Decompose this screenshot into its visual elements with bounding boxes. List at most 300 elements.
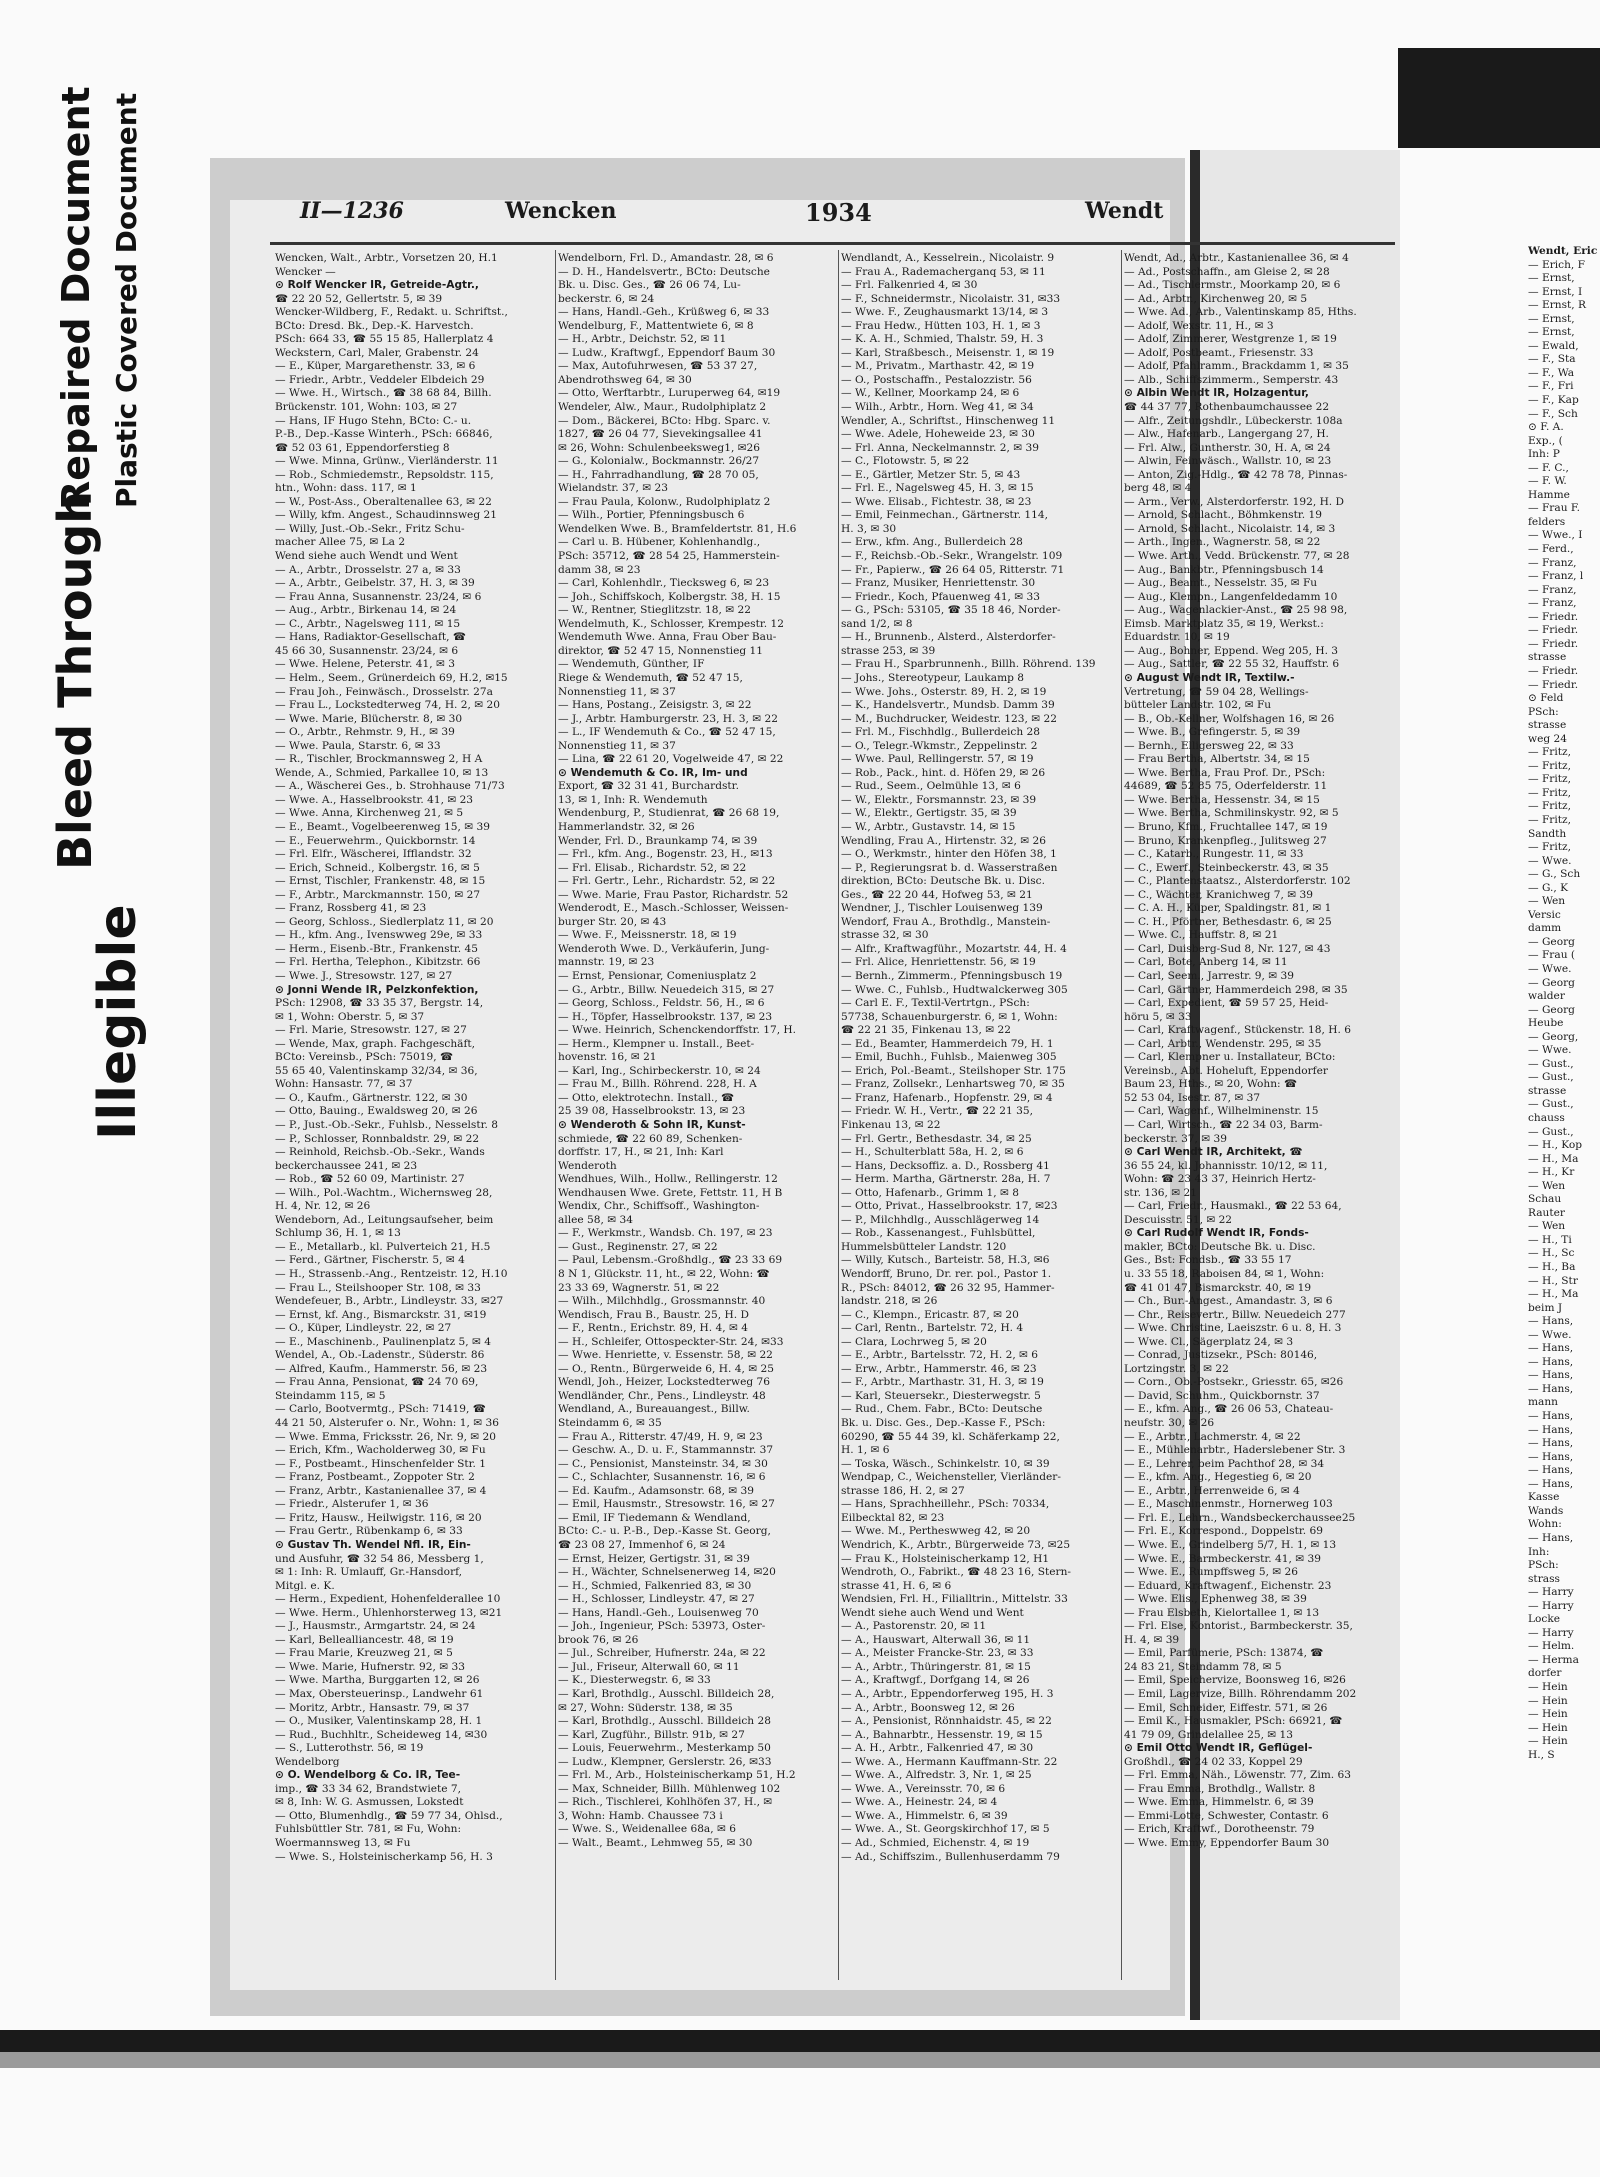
directory-entry: — Frl. Hertha, Telephon., Kibitzstr. 66 — [275, 956, 481, 969]
directory-entry: — Rud., Chem. Fabr., BCto: Deutsche — [841, 1403, 1043, 1416]
directory-entry: — Fritz, — [1528, 746, 1571, 759]
directory-entry: brook 76, ✉ 26 — [558, 1633, 639, 1646]
directory-entry: Wendenburg, P., Studienrat, ☎ 26 68 19, — [558, 807, 780, 820]
directory-entry: Wendrich, K., Arbtr., Bürgerweide 73, ✉25 — [841, 1538, 1071, 1551]
directory-entry: — W., Kellner, Moorkamp 24, ✉ 6 — [841, 387, 1020, 400]
directory-entry: — W., Rentner, Stieglitzstr. 18, ✉ 22 — [558, 604, 751, 617]
directory-entry: — Frau Paula, Kolonw., Rudolphiplatz 2 — [558, 495, 771, 508]
directory-entry: — Alfr., Kraftwagführ., Mozartstr. 44, H. 4 — [841, 942, 1067, 955]
directory-entry: dorfer — [1528, 1667, 1562, 1680]
directory-entry: direktion, BCto: Deutsche Bk. u. Disc. — [841, 875, 1045, 888]
directory-entry: Nonnenstieg 11, ✉ 37 — [558, 685, 676, 698]
directory-entry: — Wwe. F., Meissnerstr. 18, ✉ 19 — [558, 929, 737, 942]
directory-entry: — Carlo, Bootvermtg., PSch: 71419, ☎ — [275, 1403, 486, 1416]
directory-entry: — Wwe. Ad., Arb., Valentinskamp 85, Hths. — [1124, 306, 1357, 319]
directory-entry: — Erich, Schneid., Kolbergstr. 16, ✉ 5 — [275, 861, 480, 874]
page-number: II—1236 — [300, 198, 404, 224]
directory-entry: — Paul, Lebensm.-Großhdlg., ☎ 23 33 69 — [558, 1254, 783, 1267]
directory-entry: — Wwe. Bertha, Frau Prof. Dr., PSch: — [1124, 766, 1326, 779]
directory-entry: — Emil, Feinmechan., Gärtnerstr. 114, — [841, 509, 1048, 522]
directory-entry: — Fritz, — [1528, 800, 1571, 813]
directory-entry: — Frau ( — [1528, 949, 1576, 962]
directory-entry: — E., Maschinenmstr., Hornerweg 103 — [1124, 1498, 1333, 1511]
directory-entry: — Max, Obersteuerinsp., Landwehr 61 — [275, 1687, 484, 1700]
directory-entry: — Walt., Beamt., Lehmweg 55, ✉ 30 — [558, 1836, 753, 1849]
directory-entry: — H., Töpfer, Hasselbrookstr. 137, ✉ 23 — [558, 1010, 773, 1023]
directory-entry: strasse 253, ✉ 39 — [841, 644, 936, 657]
directory-entry: — Erw., kfm. Ang., Bullerdeich 28 — [841, 536, 1023, 549]
directory-entry: Sandth — [1528, 827, 1567, 840]
header-year: 1934 — [805, 198, 872, 227]
directory-entry: — C., Pensionist, Mansteinstr. 34, ✉ 30 — [558, 1457, 768, 1470]
directory-entry: — Wwe. B., Grefingerstr. 5, ✉ 39 — [1124, 726, 1301, 739]
directory-entry: — Wwe. Paul, Rellingerstr. 57, ✉ 19 — [841, 753, 1034, 766]
directory-entry: — Dom., Bäckerei, BCto: Hbg. Sparc. v. — [558, 414, 771, 427]
directory-entry: macher Allee 75, ✉ La 2 — [275, 536, 406, 549]
directory-entry: — Friedr. — [1528, 678, 1579, 691]
directory-entry: — Willy, kfm. Angest., Schaudinnsweg 21 — [275, 509, 497, 522]
directory-entry: Baum 23, Hths., ✉ 20, Wohn: ☎ — [1124, 1078, 1298, 1091]
directory-entry: — Frau M., Billh. Röhrend. 228, H. A — [558, 1078, 757, 1091]
directory-entry: Inh: P — [1528, 448, 1560, 461]
directory-entry: — A., Hauswart, Alterwall 36, ✉ 11 — [841, 1633, 1031, 1646]
directory-entry: — Georg — [1528, 935, 1575, 948]
directory-entry: ☎ 22 20 52, Gellertstr. 5, ✉ 39 — [275, 292, 443, 305]
directory-entry: ⊙ F. A. — [1528, 421, 1564, 434]
directory-entry: Bk. u. Disc. Ges., ☎ 26 06 74, Lu- — [558, 279, 741, 292]
directory-entry: — A., Arbtr., Drosselstr. 27 a, ✉ 33 — [275, 563, 461, 576]
directory-entry: Weckstern, Carl, Maler, Grabenstr. 24 — [275, 346, 479, 359]
directory-entry: — Wwe. Christine, Laeiszstr. 6 u. 8, H. 3 — [1124, 1322, 1342, 1335]
header-last-word: Wendt — [1085, 198, 1164, 224]
directory-entry: — Harry — [1528, 1599, 1574, 1612]
directory-entry: — Ernst, — [1528, 326, 1575, 339]
directory-entry: — E., Arbtr., Lachmerstr. 4, ✉ 22 — [1124, 1430, 1301, 1443]
directory-entry: — K., Handelsvertr., Mundsb. Damm 39 — [841, 699, 1055, 712]
directory-entry: — Wwe. A., Heinestr. 24, ✉ 4 — [841, 1796, 998, 1809]
directory-entry: — Wwe. Emma, Himmelstr. 6, ✉ 39 — [1124, 1796, 1314, 1809]
directory-entry: — A., Arbtr., Eppendorferweg 195, H. 3 — [841, 1687, 1054, 1700]
directory-entry: — Franz, Zollsekr., Lenhartsweg 70, ✉ 35 — [841, 1078, 1065, 1091]
directory-entry: — Erich, Kraftwf., Dorotheenstr. 79 — [1124, 1823, 1315, 1836]
directory-entry: — Rud., Seem., Oelmühle 13, ✉ 6 — [841, 780, 1021, 793]
directory-entry: — Geschw. A., D. u. F., Stammannstr. 37 — [558, 1444, 774, 1457]
directory-entry: htn., Wohn: dass. 117, ✉ 1 — [275, 482, 417, 495]
directory-entry: schmiede, ☎ 22 60 89, Schenken- — [558, 1132, 743, 1145]
directory-entry: — Reinhold, Reichsb.-Ob.-Sekr., Wands — [275, 1146, 485, 1159]
directory-entry: — Hein — [1528, 1721, 1568, 1734]
directory-entry: ✉ 1: Inh: R. Umlauff, Gr.-Hansdorf, — [275, 1566, 463, 1579]
directory-entry: — Joh., Schiffskoch, Kolbergstr. 38, H. 15 — [558, 590, 781, 603]
directory-entry: — Ferd., — [1528, 543, 1574, 556]
directory-entry: — Wwe. A., Hasselbrookstr. 41, ✉ 23 — [275, 793, 474, 806]
directory-entry: — Wwe. Cl., Sägerplatz 24, ✉ 3 — [1124, 1335, 1294, 1348]
directory-entry: ☎ 44 37 77, Rothenbaumchaussee 22 — [1124, 401, 1330, 414]
directory-entry: — Wwe. Elisab., Fichtestr. 38, ✉ 23 — [841, 495, 1032, 508]
directory-entry: — Carl, Arbtr., Wendenstr. 295, ✉ 35 — [1124, 1037, 1322, 1050]
directory-entry: — Erich, Kfm., Wacholderweg 30, ✉ Fu — [275, 1444, 486, 1457]
directory-entry: Wendpap, C., Weichensteller, Vierländer- — [841, 1471, 1061, 1484]
directory-entry: — H., Arbtr., Deichstr. 52, ✉ 11 — [558, 333, 727, 346]
directory-entry: — O., Musiker, Valentinskamp 28, H. 1 — [275, 1715, 483, 1728]
directory-entry: — Hans, Sprachheillehr., PSch: 70334, — [841, 1498, 1050, 1511]
directory-entry: — Ad., Schmied, Eichenstr. 4, ✉ 19 — [841, 1836, 1030, 1849]
directory-entry: allee 58, ✉ 34 — [558, 1213, 633, 1226]
directory-entry: — Wilh., Pol.-Wachtm., Wichernsweg 28, — [275, 1186, 493, 1199]
directory-entry: — K. A. H., Schmied, Thalstr. 59, H. 3 — [841, 333, 1044, 346]
directory-entry: — Herm., Expedient, Hohenfelderallee 10 — [275, 1593, 501, 1606]
directory-entry: dorffstr. 17, H., ✉ 21, Inh: Karl — [558, 1146, 724, 1159]
column-divider — [555, 250, 556, 1980]
directory-entry: — Gust., — [1528, 1125, 1574, 1138]
directory-entry: — W., Post-Ass., Oberaltenallee 63, ✉ 22 — [275, 495, 492, 508]
directory-entry: — Friedr., Alsterufer 1, ✉ 36 — [275, 1498, 429, 1511]
directory-entry: Wendsien, Frl. H., Filialltrin., Mittelstr. 33 — [841, 1593, 1068, 1606]
directory-entry: — Frl. Elisab., Richardstr. 52, ✉ 22 — [558, 861, 747, 874]
directory-entry: — Wwe. — [1528, 1328, 1572, 1341]
directory-entry: P.-B., Dep.-Kasse Winterh., PSch: 66846, — [275, 428, 493, 441]
directory-entry: Wendelmuth, K., Schlosser, Krempestr. 12 — [558, 617, 784, 630]
directory-entry: — Ad., Postschaffn., am Gleise 2, ✉ 28 — [1124, 265, 1330, 278]
directory-entry: 52 53 04, Isestr. 87, ✉ 37 — [1124, 1091, 1261, 1104]
directory-entry: — O., Küper, Lindleystr. 22, ✉ 27 — [275, 1322, 452, 1335]
directory-entry: — G., Sch — [1528, 868, 1581, 881]
directory-entry: — Hans, Decksoffiz. a. D., Rossberg 41 — [841, 1159, 1050, 1172]
directory-entry: str. 136, ✉ 21 — [1124, 1186, 1198, 1199]
directory-entry: — Wwe., I — [1528, 529, 1583, 542]
directory-entry: — H., Wächter, Schnelsenerweg 14, ✉20 — [558, 1566, 776, 1579]
directory-entry: ⊙ Wenderoth & Sohn IR, Kunst- — [558, 1119, 746, 1131]
directory-entry: Brückenstr. 101, Wohn: 103, ✉ 27 — [275, 401, 458, 414]
directory-entry: — Otto, Hafenarb., Grimm 1, ✉ 8 — [841, 1186, 1019, 1199]
directory-entry: — Ludw., Klempner, Gerslerstr. 26, ✉33 — [558, 1755, 772, 1768]
directory-entry: — A., Arbtr., Boonsweg 12, ✉ 26 — [841, 1701, 1015, 1714]
directory-entry: — C., Plantenstaatsz., Alsterdorferstr. 102 — [1124, 875, 1351, 888]
directory-entry: — Helm., Seem., Grünerdeich 69, H.2, ✉15 — [275, 671, 508, 684]
header-rule — [270, 242, 1395, 245]
directory-entry: felders — [1528, 515, 1566, 528]
directory-entry: — Franz, Musiker, Henriettenstr. 30 — [841, 577, 1036, 590]
directory-entry: Wendelborg — [275, 1755, 340, 1768]
directory-entry: — Emmi-Lotte, Schwester, Contastr. 6 — [1124, 1809, 1329, 1822]
directory-entry: direktor, ☎ 52 47 15, Nonnenstieg 11 — [558, 644, 764, 657]
directory-entry: chauss — [1528, 1112, 1565, 1124]
directory-entry: — R., Tischler, Brockmannsweg 2, H A — [275, 753, 483, 766]
directory-entry: ☎ 52 03 61, Eppendorferstieg 8 — [275, 441, 450, 454]
directory-entry: Wendeler, Alw., Maur., Rudolphiplatz 2 — [558, 401, 767, 414]
directory-column-4 — [1124, 252, 1399, 1851]
directory-entry: — Helm. — [1528, 1640, 1575, 1653]
directory-entry: — Moritz, Arbtr., Hansastr. 79, ✉ 37 — [275, 1701, 470, 1714]
directory-entry: — F. W. — [1528, 475, 1567, 488]
directory-entry: Ges., ☎ 22 20 44, Hofweg 53, ✉ 21 — [841, 888, 1033, 901]
directory-entry: — Fritz, Hausw., Heilwigstr. 116, ✉ 20 — [275, 1511, 482, 1524]
directory-entry: H. 3, ✉ 30 — [841, 522, 897, 535]
directory-entry: Wenderodt, E., Masch.-Schlosser, Weissen- — [558, 902, 789, 915]
directory-entry: BCto: Vereinsb., PSch: 75019, ☎ — [275, 1051, 454, 1064]
directory-entry: 45 66 30, Susannenstr. 23/24, ✉ 6 — [275, 644, 459, 657]
label-plastic-covered-document: Plastic Covered Document — [110, 92, 143, 508]
directory-entry: — E., Gärtler, Metzer Str. 5, ✉ 43 — [841, 468, 1021, 481]
directory-entry: makler, BCto: Deutsche Bk. u. Disc. — [1124, 1240, 1316, 1253]
directory-entry: — Otto, Blumenhdlg., ☎ 59 77 34, Ohlsd., — [275, 1809, 503, 1822]
directory-entry: — Hans, — [1528, 1369, 1574, 1382]
directory-entry: — Frl. Alw., Guntherstr. 30, H. A, ✉ 24 — [1124, 441, 1331, 454]
directory-entry: Wendisch, Frau B., Baustr. 25, H. D — [558, 1308, 749, 1321]
directory-entry: — E., Feuerwehrm., Quickbornstr. 14 — [275, 834, 476, 847]
directory-entry: 60290, ☎ 55 44 39, kl. Schäferkamp 22, — [841, 1430, 1060, 1443]
directory-entry: — Clara, Lochrweg 5, ✉ 20 — [841, 1335, 987, 1348]
directory-entry: — F., Reichsb.-Ob.-Sekr., Wrangelstr. 109 — [841, 550, 1063, 563]
directory-entry: PSch: 664 33, ☎ 55 15 85, Hallerplatz 4 — [275, 333, 494, 346]
directory-entry: — Hans, Radiaktor-Gesellschaft, ☎ — [275, 631, 467, 644]
directory-entry: — H., Strassenb.-Ang., Rentzeistr. 12, H.10 — [275, 1268, 508, 1281]
directory-entry: Wendland, A., Bureauangest., Billw. — [558, 1403, 750, 1416]
directory-entry: ⊙ Carl Wendt IR, Architekt, ☎ — [1124, 1146, 1303, 1159]
directory-entry: — Anton, Zig.-Hdlg., ☎ 42 78 78, Pinnas- — [1124, 468, 1348, 481]
directory-entry: — Frl. Anna, Neckelmannstr. 2, ✉ 39 — [841, 441, 1039, 454]
directory-entry: — H., kfm. Ang., Ivenswweg 29e, ✉ 33 — [275, 929, 483, 942]
directory-entry: — Erich, F — [1528, 258, 1585, 271]
directory-entry: beckerchaussee 241, ✉ 23 — [275, 1159, 418, 1172]
directory-entry: — Max, Autofuhrwesen, ☎ 53 37 27, — [558, 360, 758, 373]
directory-entry: und Ausfuhr, ☎ 32 54 86, Messberg 1, — [275, 1552, 484, 1565]
directory-entry: — A., Bahnarbtr., Hessenstr. 19, ✉ 15 — [841, 1728, 1043, 1741]
directory-entry: — Alb., Schiffszimmerm., Semperstr. 43 — [1124, 373, 1339, 386]
directory-entry: — E., Arbtr., Bartelsstr. 72, H. 2, ✉ 6 — [841, 1349, 1039, 1362]
directory-entry: — Karl, Brothdlg., Ausschl. Billdeich 28 — [558, 1715, 771, 1728]
directory-entry: — Emil, Lagervize, Billh. Röhrendamm 202 — [1124, 1687, 1357, 1700]
directory-entry: 36 55 24, kl. Johannisstr. 10/12, ✉ 11, — [1124, 1159, 1328, 1172]
directory-entry: — Karl, Ing., Schirbeckerstr. 10, ✉ 24 — [558, 1064, 761, 1077]
directory-entry: — F., Sch — [1528, 407, 1578, 420]
directory-entry: — J., Arbtr. Hamburgerstr. 23, H. 3, ✉ 22 — [558, 712, 778, 725]
directory-entry: ✉ 8, Inh: W. G. Asmussen, Lokstedt — [275, 1796, 464, 1809]
directory-entry: Riege & Wendemuth, ☎ 52 47 15, — [558, 671, 743, 684]
directory-entry: — Emil K., Hausmakler, PSch: 66921, ☎ — [1124, 1715, 1343, 1728]
directory-entry: — Frau Joh., Feinwäsch., Drosselstr. 27a — [275, 685, 493, 698]
directory-entry: — Fr., Papierw., ☎ 26 64 05, Ritterstr. 71 — [841, 563, 1065, 576]
directory-entry: ✉ 26, Wohn: Schulenbeeksweg1, ✉26 — [558, 441, 761, 454]
label-illegible: Illegible — [88, 904, 148, 1140]
directory-entry: — H., Brunnenb., Alsterd., Alsterdorfer- — [841, 631, 1056, 644]
directory-entry: — Bernh., Zimmerm., Pfenningsbusch 19 — [841, 969, 1063, 982]
directory-entry: — Friedr. — [1528, 624, 1579, 637]
directory-entry: — Otto, Werftarbtr., Luruperweg 64, ✉19 — [558, 387, 781, 400]
scan-shadow-bottom — [0, 2052, 1600, 2068]
directory-entry: — O., Postschaffn., Pestalozzistr. 56 — [841, 373, 1032, 386]
directory-entry: — Lina, ☎ 22 61 20, Vogelweide 47, ✉ 22 — [558, 753, 784, 766]
directory-entry: Inh: — [1528, 1545, 1550, 1558]
directory-entry: — Ed. Kaufm., Adamsonstr. 68, ✉ 39 — [558, 1484, 755, 1497]
directory-entry: — Frl. M., Fischhdlg., Bullerdeich 28 — [841, 726, 1041, 739]
directory-entry: — Ludw., Kraftwgf., Eppendorf Baum 30 — [558, 346, 776, 359]
directory-entry: BCto: Dresd. Bk., Dep.-K. Harvestch. — [275, 319, 474, 332]
directory-entry: — K., Diesterwegstr. 6, ✉ 33 — [558, 1674, 711, 1687]
directory-entry: — Ernst, Tischler, Frankenstr. 48, ✉ 15 — [275, 875, 486, 888]
directory-entry: — M., Buchdrucker, Weidestr. 123, ✉ 22 — [841, 712, 1057, 725]
directory-entry: — Wwe. S., Weidenallee 68a, ✉ 6 — [558, 1823, 736, 1836]
directory-entry: — Harry — [1528, 1626, 1574, 1639]
directory-entry: ⊙ Gustav Th. Wendel Nfl. IR, Ein- — [275, 1538, 471, 1551]
directory-entry: Wohn: — [1528, 1518, 1562, 1531]
directory-entry: — G., PSch: 53105, ☎ 35 18 46, Norder- — [841, 604, 1061, 617]
directory-entry: — Carl, Expedient, ☎ 59 57 25, Heid- — [1124, 997, 1329, 1010]
directory-entry: Bk. u. Disc. Ges., Dep.-Kasse F., PSch: — [841, 1417, 1046, 1430]
directory-entry: Mitgl. e. K. — [275, 1579, 335, 1592]
directory-entry: Eimsb. Marktplatz 35, ✉ 19, Werkst.: — [1124, 617, 1324, 630]
directory-entry: — Herma — [1528, 1653, 1579, 1666]
directory-entry: — Hans, — [1528, 1342, 1574, 1355]
directory-entry: — Arm., Verw., Alsterdorferstr. 192, H. D — [1124, 495, 1345, 508]
directory-entry: 57738, Schauenburgerstr. 6, ✉ 1, Wohn: — [841, 1010, 1058, 1023]
directory-entry: — Hans, — [1528, 1410, 1574, 1423]
directory-entry: — Wwe. Marie, Hufnerstr. 92, ✉ 33 — [275, 1660, 465, 1673]
directory-entry: strass — [1528, 1572, 1560, 1585]
directory-entry: Großhdl., ☎ 24 02 33, Koppel 29 — [1124, 1755, 1303, 1768]
directory-column-2 — [558, 252, 833, 1851]
directory-entry: Eduardstr. 10, ✉ 19 — [1124, 631, 1230, 644]
directory-entry: — Frl. Falkenried 4, ✉ 30 — [841, 279, 978, 292]
directory-entry: — F., Arbtr., Marthastr. 31, H. 3, ✉ 19 — [841, 1376, 1044, 1389]
directory-entry: — Frl. Gertr., Bethesdastr. 34, ✉ 25 — [841, 1132, 1032, 1145]
directory-entry: imp., ☎ 33 34 62, Brandstwiete 7, — [275, 1782, 461, 1795]
directory-entry: — Wwe. Johs., Osterstr. 89, H. 2, ✉ 19 — [841, 685, 1047, 698]
directory-entry: — Wilh., Milchhdlg., Grossmannstr. 40 — [558, 1295, 766, 1308]
directory-entry: strasse 32, ✉ 30 — [841, 929, 929, 942]
directory-entry: — Frl. Gertr., Lehr., Richardstr. 52, ✉ 22 — [558, 875, 776, 888]
directory-entry: — Frau A., Rademacherganq 53, ✉ 11 — [841, 265, 1046, 278]
directory-entry: — Wwe. — [1528, 962, 1572, 975]
column-divider — [1121, 250, 1122, 1980]
directory-entry: burger Str. 20, ✉ 43 — [558, 915, 667, 928]
directory-entry: — Arth., Ingen., Wagnerstr. 58, ✉ 22 — [1124, 536, 1321, 549]
directory-entry: — Frau Emma, Brothdlg., Wallstr. 8 — [1124, 1782, 1316, 1795]
directory-entry: — Frl. E., Lehrn., Wandsbeckerchaussee25 — [1124, 1511, 1356, 1524]
directory-entry: 23 33 69, Wagnerstr. 51, ✉ 22 — [558, 1281, 720, 1294]
directory-entry: Wencker — — [275, 265, 336, 278]
directory-entry: — Wwe. — [1528, 854, 1572, 867]
directory-entry: Wohn: Hansastr. 77, ✉ 37 — [275, 1078, 413, 1091]
directory-entry: — Friedr. — [1528, 637, 1579, 650]
directory-entry: Kasse — [1528, 1491, 1560, 1504]
directory-entry: ☎ 23 08 27, Immenhof 6, ✉ 24 — [558, 1538, 726, 1551]
directory-entry: mann — [1528, 1396, 1559, 1409]
directory-entry: — Frau L., Lockstedterweg 74, H. 2, ✉ 20 — [275, 699, 500, 712]
directory-entry: — Corn., Ob.-Postsekr., Griesstr. 65, ✉26 — [1124, 1376, 1344, 1389]
directory-entry: Wencker-Wildberg, F., Redakt. u. Schriftst., — [275, 306, 508, 319]
directory-entry: — Karl, Straßbesch., Meisenstr. 1, ✉ 19 — [841, 346, 1055, 359]
directory-entry: — O., Telegr.-Wkmstr., Zeppelinstr. 2 — [841, 739, 1038, 752]
directory-entry: — Adolf, Postbeamt., Friesenstr. 33 — [1124, 346, 1314, 359]
directory-entry: — Aug., Arbtr., Birkenau 14, ✉ 24 — [275, 604, 457, 617]
directory-entry: — Herm., Klempner u. Install., Beet- — [558, 1037, 755, 1050]
label-bleed-through: Bleed Through — [48, 490, 102, 870]
directory-entry: Finkenau 13, ✉ 22 — [841, 1119, 941, 1131]
directory-entry: Wohn: ☎ 23 43 37, Heinrich Hertz- — [1124, 1173, 1316, 1186]
directory-entry: sand 1/2, ✉ 8 — [841, 617, 913, 630]
directory-entry: — Conrad, Justizsekr., PSch: 80146, — [1124, 1349, 1318, 1362]
directory-entry: — Gust., Reginenstr. 27, ✉ 22 — [558, 1240, 718, 1253]
directory-entry: — A., Pensionist, Rönnhaidstr. 45, ✉ 22 — [841, 1715, 1052, 1728]
directory-entry: — G., Arbtr., Billw. Neuedeich 315, ✉ 27 — [558, 983, 775, 996]
directory-entry: Wendorff, Bruno, Dr. rer. pol., Pastor 1. — [841, 1268, 1052, 1281]
directory-entry: Wendorf, Frau A., Brothdlg., Manstein- — [841, 915, 1051, 928]
directory-entry: Wendt, Ad., Arbtr., Kastanienallee 36, ✉ 4 — [1124, 252, 1349, 264]
directory-entry: — Carl, Rentn., Bartelstr. 72, H. 4 — [841, 1322, 1024, 1335]
directory-entry: — Willy, Kutsch., Barteistr. 58, H.3, ✉6 — [841, 1254, 1050, 1267]
directory-entry: — A. H., Arbtr., Falkenried 47, ✉ 30 — [841, 1742, 1034, 1755]
directory-entry: — Franz, Hafenarb., Hopfenstr. 29, ✉ 4 — [841, 1091, 1053, 1104]
directory-entry: — F., Sta — [1528, 353, 1576, 366]
directory-entry: — A., Meister Francke-Str. 23, ✉ 33 — [841, 1647, 1034, 1660]
directory-entry: — Karl, Steuersekr., Diesterwegstr. 5 — [841, 1389, 1041, 1402]
directory-entry: damm 38, ✉ 23 — [558, 563, 641, 576]
directory-entry: — Emil, Speichervize, Boonsweg 16, ✉26 — [1124, 1674, 1346, 1687]
directory-entry: — Ch., Bur.-Angest., Amandastr. 3, ✉ 6 — [1124, 1295, 1333, 1308]
directory-entry: — H., Ti — [1528, 1233, 1572, 1246]
directory-entry: — Wwe. J., Stresowstr. 127, ✉ 27 — [275, 969, 453, 982]
label-repaired-document: Repaired Document — [54, 86, 98, 510]
directory-entry: Steindamm 115, ✉ 5 — [275, 1389, 386, 1402]
directory-entry: — Friedr. — [1528, 664, 1579, 677]
directory-entry: Fuhlsbüttler Str. 781, ✉ Fu, Wohn: — [275, 1823, 462, 1836]
directory-entry: — Carl, Wagenf., Wilhelminenstr. 15 — [1124, 1105, 1319, 1118]
directory-entry: landstr. 218, ✉ 26 — [841, 1295, 938, 1308]
directory-entry: — G., Kolonialw., Bockmannstr. 26/27 — [558, 455, 760, 468]
directory-entry: ⊙ O. Wendelborg & Co. IR, Tee- — [275, 1769, 461, 1782]
directory-entry: — Toska, Wäsch., Schinkelstr. 10, ✉ 39 — [841, 1457, 1050, 1470]
directory-entry: neufstr. 30, ✉ 26 — [1124, 1417, 1215, 1430]
directory-entry: mannstr. 19, ✉ 23 — [558, 956, 655, 969]
directory-entry: — Carl, Seem., Jarrestr. 9, ✉ 39 — [1124, 969, 1295, 982]
directory-entry: — H., Ma — [1528, 1288, 1579, 1301]
directory-entry: Lortzingstr. 3, ✉ 22 — [1124, 1362, 1229, 1375]
directory-entry: — E., kfm. Ang., ☎ 26 06 53, Chateau- — [1124, 1403, 1334, 1416]
directory-entry: — H., Kr — [1528, 1166, 1575, 1179]
directory-entry: — Wwe. M., Pertheswweg 42, ✉ 20 — [841, 1525, 1031, 1538]
directory-entry: — Wilh., Arbtr., Horn. Weg 41, ✉ 34 — [841, 401, 1034, 414]
directory-entry: — Karl, Brothdlg., Ausschl. Billdeich 28, — [558, 1687, 775, 1700]
directory-entry: — Frau Anna, Susannenstr. 23/24, ✉ 6 — [275, 590, 482, 603]
directory-entry: — Frau Elsbeth, Kielortallee 1, ✉ 13 — [1124, 1606, 1320, 1619]
directory-entry: Wendhues, Wilh., Hollw., Rellingerstr. 12 — [558, 1173, 778, 1186]
directory-entry: Wendelborn, Frl. D., Amandastr. 28, ✉ 6 — [558, 252, 774, 264]
directory-entry: — Hans, — [1528, 1423, 1574, 1436]
directory-entry: — Ernst, — [1528, 312, 1575, 325]
directory-entry: — F., Schneidermstr., Nicolaistr. 31, ✉33 — [841, 292, 1061, 305]
directory-entry: — Carl, Duisberg-Sud 8, Nr. 127, ✉ 43 — [1124, 942, 1331, 955]
directory-entry: — Carl, Bote, Anberg 14, ✉ 11 — [1124, 956, 1288, 969]
directory-entry: — Bernh., Elligersweg 22, ✉ 33 — [1124, 739, 1294, 752]
directory-entry: — Wwe. S., Holsteinischerkamp 56, H. 3 — [275, 1850, 493, 1863]
directory-entry: — Wwe. Martha, Burggarten 12, ✉ 26 — [275, 1674, 480, 1687]
directory-entry: — Ad., Arbtr., Kirchenweg 20, ✉ 5 — [1124, 292, 1308, 305]
directory-entry: — Ad., Tischlermstr., Moorkamp 20, ✉ 6 — [1124, 279, 1341, 292]
directory-entry: — Chr., Reisevertr., Billw. Neuedeich 277 — [1124, 1308, 1346, 1321]
directory-entry: — Wwe. H., Wirtsch., ☎ 38 68 84, Billh. — [275, 387, 492, 400]
directory-entry: — Frl. Marie, Stresowstr. 127, ✉ 27 — [275, 1024, 467, 1037]
directory-entry: — Franz, Rossberg 41, ✉ 23 — [275, 902, 427, 915]
directory-entry: — Hans, Postang., Zeisigstr. 3, ✉ 22 — [558, 699, 752, 712]
directory-entry: Wands — [1528, 1504, 1564, 1517]
directory-entry: — Carl, Gärtner, Hammerdeich 298, ✉ 35 — [1124, 983, 1348, 996]
directory-entry: Wendroth, O., Fabrikt., ☎ 48 23 16, Stern- — [841, 1566, 1072, 1579]
directory-entry: — Aug., Sattler, ☎ 22 55 32, Hauffstr. 6 — [1124, 658, 1340, 671]
column-divider — [838, 250, 839, 1980]
directory-entry: damm — [1528, 922, 1562, 935]
directory-entry: — Wwe. Bertha, Hessenstr. 34, ✉ 15 — [1124, 793, 1320, 806]
